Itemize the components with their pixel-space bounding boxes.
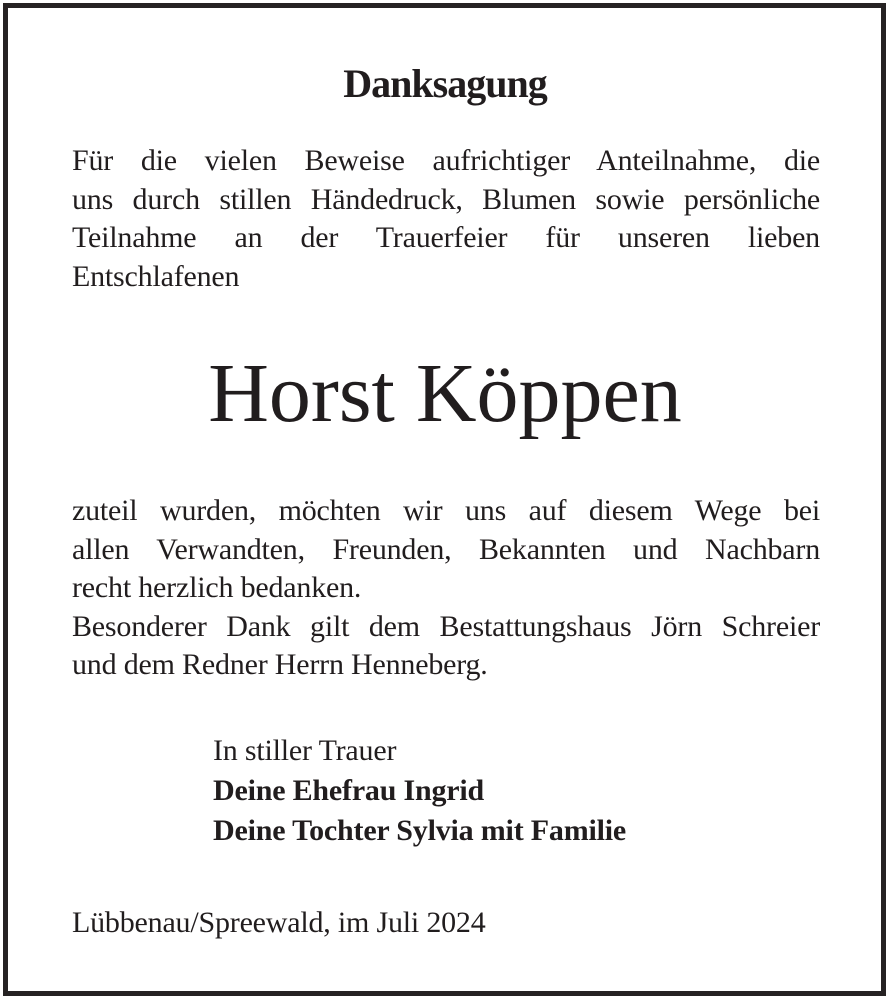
intro-line-1: Für die vielen Beweise aufrichtiger Anteilnahme, die (72, 144, 820, 177)
special-thanks-line-2: und dem Redner Herrn Henneberg. (72, 648, 488, 682)
intro-line-2: uns durch stillen Händedruck, Blumen sowie persönliche (72, 182, 820, 216)
mourners-block (213, 731, 820, 851)
thanks-paragraph (72, 492, 820, 685)
deceased-name: Horst Köppen (208, 347, 682, 440)
intro-line-4: Entschlafenen (72, 259, 240, 293)
page-title: Danksagung (343, 61, 547, 106)
intro-paragraph (72, 142, 820, 296)
thanks-line-3: recht herzlich bedanken. (72, 571, 362, 605)
mourners-intro: In stiller Trauer (213, 734, 397, 767)
mourner-name-2: Deine Tochter Sylvia mit Familie (213, 814, 627, 847)
mourner-name-1: Deine Ehefrau Ingrid (213, 774, 485, 807)
thanks-line-2: allen Verwandten, Freunden, Bekannten und Nachbarn (72, 532, 820, 566)
special-thanks-line-1: Besonderer Dank gilt dem Bestattungshaus Jörn Schreier (72, 609, 820, 643)
place-date: Lübbenau/Spreewald, im Juli 2024 (72, 906, 486, 939)
intro-line-3: Teilnahme an der Trauerfeier für unseren lieben (72, 221, 820, 255)
thanks-line-1: zuteil wurden, möchten wir uns auf diesem Wege bei (72, 494, 820, 527)
